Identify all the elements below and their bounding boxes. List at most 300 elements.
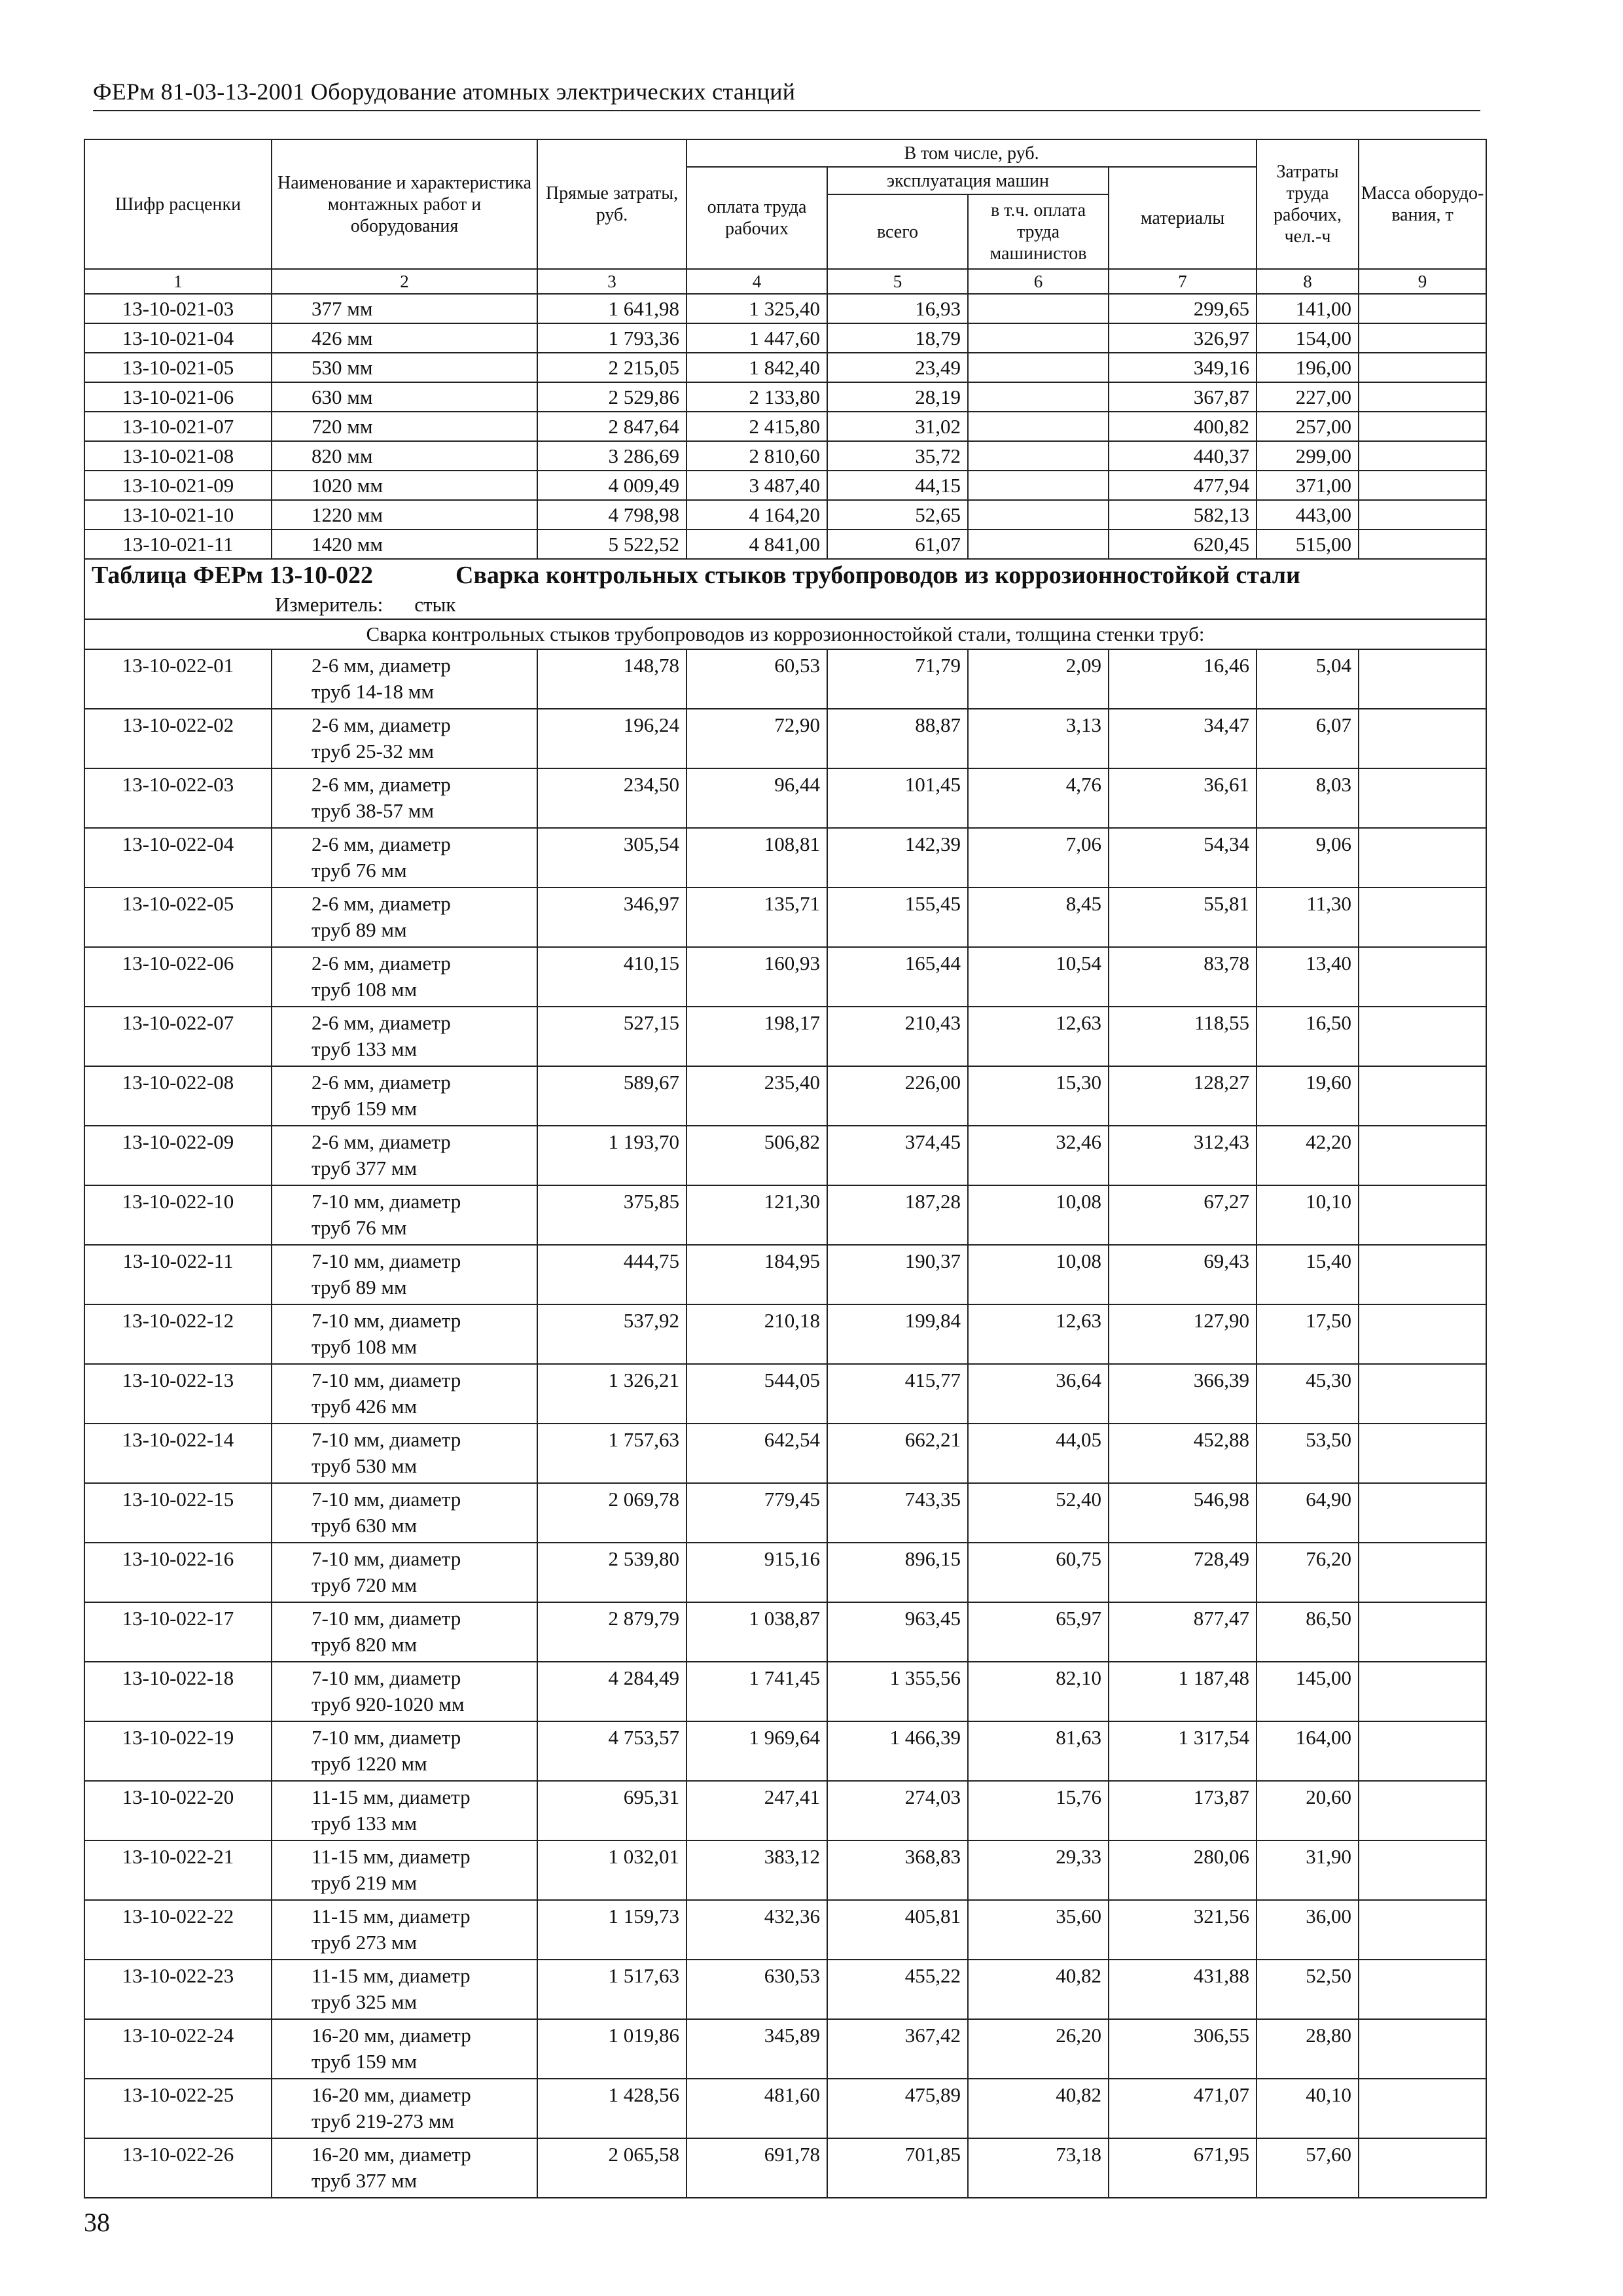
equipment-mass (1359, 2019, 1486, 2079)
table-row (84, 1781, 1486, 1840)
machines-total: 455,22 (827, 1960, 968, 2019)
equipment-mass (1359, 1900, 1486, 1960)
work-name (272, 828, 537, 888)
direct-cost: 1 326,21 (537, 1364, 687, 1424)
materials-cost: 299,65 (1109, 294, 1257, 323)
equipment-mass (1359, 294, 1486, 323)
col-name-header: Наименование и характеристика монтажных работ и оборудования (272, 139, 537, 269)
machines-total: 274,03 (827, 1781, 968, 1840)
direct-cost: 1 019,86 (537, 2019, 687, 2079)
col-number: 8 (1257, 269, 1359, 294)
rate-code: 13-10-022-18 (84, 1662, 272, 1721)
work-name-line: 11-15 мм, диаметр (312, 1785, 471, 1808)
equipment-mass (1359, 1960, 1486, 2019)
col-number: 3 (537, 269, 687, 294)
table-row (84, 1602, 1486, 1662)
work-name-line: труб 159 мм (312, 2050, 418, 2073)
work-name-line: труб 219 мм (312, 1871, 418, 1894)
labor-hours: 9,06 (1257, 828, 1359, 888)
work-name (272, 1781, 537, 1840)
table-row (84, 1185, 1486, 1245)
labor-hours: 196,00 (1257, 353, 1359, 382)
materials-cost: 440,37 (1109, 441, 1257, 471)
work-name (272, 1364, 537, 1424)
machinists-pay (968, 441, 1109, 471)
work-name-line: труб 920-1020 мм (312, 1693, 465, 1715)
labor-hours: 13,40 (1257, 947, 1359, 1007)
table-row (84, 1840, 1486, 1900)
machinists-pay: 60,75 (968, 1543, 1109, 1602)
work-name-line: 1220 мм (312, 503, 383, 526)
direct-cost: 589,67 (537, 1066, 687, 1126)
direct-cost: 5 522,52 (537, 529, 687, 559)
materials-cost: 280,06 (1109, 1840, 1257, 1900)
labor-pay: 121,30 (687, 1185, 827, 1245)
labor-hours: 19,60 (1257, 1066, 1359, 1126)
labor-pay: 4 841,00 (687, 529, 827, 559)
machinists-pay: 40,82 (968, 2079, 1109, 2138)
equipment-mass (1359, 947, 1486, 1007)
rate-code: 13-10-022-17 (84, 1602, 272, 1662)
work-name (272, 1602, 537, 1662)
rate-code: 13-10-021-04 (84, 323, 272, 353)
equipment-mass (1359, 412, 1486, 441)
equipment-mass (1359, 1066, 1486, 1126)
machinists-pay (968, 471, 1109, 500)
work-name-line: труб 377 мм (312, 1157, 418, 1179)
work-name-line: 1420 мм (312, 533, 383, 556)
materials-cost: 118,55 (1109, 1007, 1257, 1066)
labor-pay: 642,54 (687, 1424, 827, 1483)
table-row (84, 2079, 1486, 2138)
machines-total: 31,02 (827, 412, 968, 441)
machinists-pay: 15,30 (968, 1066, 1109, 1126)
rate-code: 13-10-021-11 (84, 529, 272, 559)
machinists-pay: 10,08 (968, 1245, 1109, 1304)
table-row (84, 1364, 1486, 1424)
labor-pay: 1 969,64 (687, 1721, 827, 1781)
col-machines-header: эксплуатация машин (827, 167, 1109, 194)
labor-pay: 198,17 (687, 1007, 827, 1066)
materials-cost: 477,94 (1109, 471, 1257, 500)
table-022-title: Сварка контрольных стыков трубопроводов из коррозионностойкой стали (455, 562, 1300, 589)
work-name-line: 11-15 мм, диаметр (312, 1905, 471, 1928)
work-name (272, 888, 537, 947)
page-number: 38 (84, 2208, 110, 2237)
machinists-pay: 2,09 (968, 649, 1109, 709)
work-name (272, 1185, 537, 1245)
direct-cost: 148,78 (537, 649, 687, 709)
table-022-label: Таблица ФЕРм 13-10-022 (92, 562, 373, 589)
materials-cost: 83,78 (1109, 947, 1257, 1007)
work-name (272, 1662, 537, 1721)
equipment-mass (1359, 828, 1486, 888)
materials-cost: 16,46 (1109, 649, 1257, 709)
work-name-line: труб 219-273 мм (312, 2109, 454, 2132)
equipment-mass (1359, 353, 1486, 382)
materials-cost: 312,43 (1109, 1126, 1257, 1185)
work-name (272, 1304, 537, 1364)
labor-pay: 108,81 (687, 828, 827, 888)
work-name-line: труб 76 мм (312, 859, 407, 882)
rate-code: 13-10-022-08 (84, 1066, 272, 1126)
work-name-line: 7-10 мм, диаметр (312, 1428, 461, 1451)
work-name-line: труб 108 мм (312, 978, 418, 1001)
work-name-line: труб 133 мм (312, 1037, 418, 1060)
direct-cost: 2 879,79 (537, 1602, 687, 1662)
machines-total: 1 355,56 (827, 1662, 968, 1721)
rate-code: 13-10-022-07 (84, 1007, 272, 1066)
direct-cost: 4 753,57 (537, 1721, 687, 1781)
col-number: 4 (687, 269, 827, 294)
machines-total: 187,28 (827, 1185, 968, 1245)
machinists-pay: 65,97 (968, 1602, 1109, 1662)
rate-code: 13-10-022-03 (84, 768, 272, 828)
direct-cost: 3 286,69 (537, 441, 687, 471)
work-name-line: труб 720 мм (312, 1573, 418, 1596)
direct-cost: 1 159,73 (537, 1900, 687, 1960)
labor-pay: 247,41 (687, 1781, 827, 1840)
work-name-line: 2-6 мм, диаметр (312, 833, 451, 855)
machinists-pay (968, 529, 1109, 559)
table-022-title-cell (84, 559, 1486, 591)
rate-code: 13-10-022-24 (84, 2019, 272, 2079)
labor-hours: 42,20 (1257, 1126, 1359, 1185)
rate-code: 13-10-022-14 (84, 1424, 272, 1483)
work-name-line: 16-20 мм, диаметр (312, 2083, 471, 2106)
table-row (84, 768, 1486, 828)
labor-pay: 160,93 (687, 947, 827, 1007)
work-name (272, 947, 537, 1007)
equipment-mass (1359, 2079, 1486, 2138)
table-row (84, 382, 1486, 412)
labor-pay: 345,89 (687, 2019, 827, 2079)
labor-pay: 506,82 (687, 1126, 827, 1185)
rate-code: 13-10-022-13 (84, 1364, 272, 1424)
col-number: 9 (1359, 269, 1486, 294)
equipment-mass (1359, 709, 1486, 768)
machinists-pay (968, 294, 1109, 323)
work-name-line: 7-10 мм, диаметр (312, 1607, 461, 1630)
table-row (84, 323, 1486, 353)
table-row (84, 1066, 1486, 1126)
work-name-line: труб 820 мм (312, 1633, 418, 1656)
direct-cost: 305,54 (537, 828, 687, 888)
table-021-body (84, 294, 1486, 559)
labor-hours: 20,60 (1257, 1781, 1359, 1840)
labor-hours: 164,00 (1257, 1721, 1359, 1781)
price-table (84, 139, 1487, 2198)
work-name-line: 11-15 мм, диаметр (312, 1964, 471, 1987)
table-row (84, 2138, 1486, 2198)
work-name-line: труб 14-18 мм (312, 680, 434, 703)
machinists-pay (968, 500, 1109, 529)
equipment-mass (1359, 1007, 1486, 1066)
materials-cost: 67,27 (1109, 1185, 1257, 1245)
machinists-pay: 29,33 (968, 1840, 1109, 1900)
table-row (84, 888, 1486, 947)
materials-cost: 127,90 (1109, 1304, 1257, 1364)
col-materials-header: материалы (1109, 167, 1257, 269)
work-name-line: 7-10 мм, диаметр (312, 1309, 461, 1332)
labor-pay: 235,40 (687, 1066, 827, 1126)
col-machinists-pay-header: в т.ч. оплата труда машинистов (968, 194, 1109, 269)
machines-total: 896,15 (827, 1543, 968, 1602)
meter-value: стык (414, 593, 456, 616)
work-name-line: 7-10 мм, диаметр (312, 1369, 461, 1391)
work-name (272, 649, 537, 709)
labor-hours: 64,90 (1257, 1483, 1359, 1543)
table-row (84, 649, 1486, 709)
table-row (84, 1245, 1486, 1304)
table-row (84, 1126, 1486, 1185)
table-row (84, 294, 1486, 323)
labor-pay: 383,12 (687, 1840, 827, 1900)
col-direct-header: Прямые затраты, руб. (537, 139, 687, 269)
machinists-pay: 73,18 (968, 2138, 1109, 2198)
equipment-mass (1359, 768, 1486, 828)
labor-hours: 11,30 (1257, 888, 1359, 947)
machines-total: 190,37 (827, 1245, 968, 1304)
machines-total: 374,45 (827, 1126, 968, 1185)
table-row (84, 1304, 1486, 1364)
machines-total: 368,83 (827, 1840, 968, 1900)
work-name-line: труб 377 мм (312, 2169, 418, 2192)
work-name-line: 2-6 мм, диаметр (312, 773, 451, 796)
work-name-line: 426 мм (312, 327, 373, 350)
work-name (272, 471, 537, 500)
direct-cost: 1 428,56 (537, 2079, 687, 2138)
col-number: 5 (827, 269, 968, 294)
machines-total: 415,77 (827, 1364, 968, 1424)
table-row (84, 500, 1486, 529)
labor-pay: 544,05 (687, 1364, 827, 1424)
materials-cost: 55,81 (1109, 888, 1257, 947)
rate-code: 13-10-022-05 (84, 888, 272, 947)
materials-cost: 1 187,48 (1109, 1662, 1257, 1721)
work-name-line: 11-15 мм, диаметр (312, 1845, 471, 1868)
table-row (84, 1662, 1486, 1721)
machines-total: 199,84 (827, 1304, 968, 1364)
rate-code: 13-10-022-20 (84, 1781, 272, 1840)
machinists-pay: 81,63 (968, 1721, 1109, 1781)
equipment-mass (1359, 1364, 1486, 1424)
work-name (272, 1424, 537, 1483)
machines-total: 44,15 (827, 471, 968, 500)
equipment-mass (1359, 888, 1486, 947)
labor-hours: 227,00 (1257, 382, 1359, 412)
labor-pay: 630,53 (687, 1960, 827, 2019)
work-name-line: труб 273 мм (312, 1931, 418, 1954)
work-name-line: 16-20 мм, диаметр (312, 2143, 471, 2166)
labor-hours: 28,80 (1257, 2019, 1359, 2079)
labor-hours: 17,50 (1257, 1304, 1359, 1364)
materials-cost: 349,16 (1109, 353, 1257, 382)
labor-pay: 481,60 (687, 2079, 827, 2138)
labor-hours: 371,00 (1257, 471, 1359, 500)
equipment-mass (1359, 1126, 1486, 1185)
work-name (272, 1960, 537, 2019)
labor-hours: 6,07 (1257, 709, 1359, 768)
rate-code: 13-10-021-05 (84, 353, 272, 382)
labor-hours: 36,00 (1257, 1900, 1359, 1960)
labor-hours: 443,00 (1257, 500, 1359, 529)
direct-cost: 2 529,86 (537, 382, 687, 412)
machines-total: 226,00 (827, 1066, 968, 1126)
work-name-line: труб 38-57 мм (312, 799, 434, 822)
machinists-pay: 7,06 (968, 828, 1109, 888)
direct-cost: 2 065,58 (537, 2138, 687, 2198)
machines-total: 1 466,39 (827, 1721, 968, 1781)
table-row (84, 1483, 1486, 1543)
equipment-mass (1359, 441, 1486, 471)
work-name (272, 353, 537, 382)
table-row (84, 1007, 1486, 1066)
work-name-line: 16-20 мм, диаметр (312, 2024, 471, 2047)
machinists-pay: 82,10 (968, 1662, 1109, 1721)
labor-hours: 15,40 (1257, 1245, 1359, 1304)
col-number: 7 (1109, 269, 1257, 294)
table-row (84, 353, 1486, 382)
labor-hours: 141,00 (1257, 294, 1359, 323)
labor-pay: 4 164,20 (687, 500, 827, 529)
table-row (84, 1721, 1486, 1781)
machines-total: 61,07 (827, 529, 968, 559)
labor-pay: 691,78 (687, 2138, 827, 2198)
rate-code: 13-10-022-16 (84, 1543, 272, 1602)
rate-code: 13-10-022-01 (84, 649, 272, 709)
labor-pay: 3 487,40 (687, 471, 827, 500)
rate-code: 13-10-021-08 (84, 441, 272, 471)
table-header (84, 139, 1486, 294)
equipment-mass (1359, 2138, 1486, 2198)
work-name (272, 1721, 537, 1781)
price-table-wrapper (84, 139, 1486, 2198)
labor-pay: 915,16 (687, 1543, 827, 1602)
labor-hours: 154,00 (1257, 323, 1359, 353)
machinists-pay: 3,13 (968, 709, 1109, 768)
rate-code: 13-10-022-10 (84, 1185, 272, 1245)
labor-pay: 1 741,45 (687, 1662, 827, 1721)
labor-hours: 31,90 (1257, 1840, 1359, 1900)
rate-code: 13-10-022-11 (84, 1245, 272, 1304)
work-name-line: труб 133 мм (312, 1812, 418, 1835)
work-name (272, 768, 537, 828)
work-name-line: 2-6 мм, диаметр (312, 952, 451, 975)
work-name-line: 630 мм (312, 386, 373, 408)
rate-code: 13-10-021-06 (84, 382, 272, 412)
work-name-line: 530 мм (312, 356, 373, 379)
work-name (272, 382, 537, 412)
direct-cost: 1 193,70 (537, 1126, 687, 1185)
work-name (272, 1900, 537, 1960)
work-name-line: труб 630 мм (312, 1514, 418, 1537)
direct-cost: 196,24 (537, 709, 687, 768)
rate-code: 13-10-022-23 (84, 1960, 272, 2019)
direct-cost: 375,85 (537, 1185, 687, 1245)
table-row (84, 2019, 1486, 2079)
work-name-line: 377 мм (312, 297, 373, 320)
materials-cost: 400,82 (1109, 412, 1257, 441)
labor-pay: 210,18 (687, 1304, 827, 1364)
labor-pay: 2 415,80 (687, 412, 827, 441)
work-name-line: 2-6 мм, диаметр (312, 654, 451, 677)
work-name-line: 7-10 мм, диаметр (312, 1488, 461, 1511)
labor-pay: 432,36 (687, 1900, 827, 1960)
machines-total: 35,72 (827, 441, 968, 471)
direct-cost: 2 069,78 (537, 1483, 687, 1543)
machines-total: 88,87 (827, 709, 968, 768)
machinists-pay: 44,05 (968, 1424, 1109, 1483)
machines-total: 23,49 (827, 353, 968, 382)
machines-total: 18,79 (827, 323, 968, 353)
equipment-mass (1359, 500, 1486, 529)
equipment-mass (1359, 1483, 1486, 1543)
equipment-mass (1359, 529, 1486, 559)
labor-hours: 515,00 (1257, 529, 1359, 559)
machines-total: 52,65 (827, 500, 968, 529)
labor-hours: 86,50 (1257, 1602, 1359, 1662)
col-labor-pay-header: оплата труда рабочих (687, 167, 827, 269)
machinists-pay: 52,40 (968, 1483, 1109, 1543)
work-name (272, 441, 537, 471)
meter-label: Измеритель: (275, 593, 383, 616)
rate-code: 13-10-022-06 (84, 947, 272, 1007)
table-row (84, 441, 1486, 471)
work-name (272, 2079, 537, 2138)
work-name-line: труб 76 мм (312, 1216, 407, 1239)
machinists-pay (968, 323, 1109, 353)
materials-cost: 367,87 (1109, 382, 1257, 412)
machinists-pay (968, 412, 1109, 441)
machinists-pay: 15,76 (968, 1781, 1109, 1840)
direct-cost: 4 009,49 (537, 471, 687, 500)
direct-cost: 695,31 (537, 1781, 687, 1840)
equipment-mass (1359, 1543, 1486, 1602)
machines-total: 71,79 (827, 649, 968, 709)
machinists-pay (968, 382, 1109, 412)
labor-hours: 52,50 (1257, 1960, 1359, 2019)
col-including-header: В том числе, руб. (687, 139, 1257, 167)
rate-code: 13-10-022-26 (84, 2138, 272, 2198)
work-name-line: 7-10 мм, диаметр (312, 1249, 461, 1272)
work-name (272, 1066, 537, 1126)
rate-code: 13-10-022-22 (84, 1900, 272, 1960)
work-name-line: труб 108 мм (312, 1335, 418, 1358)
direct-cost: 2 539,80 (537, 1543, 687, 1602)
col-machines-total-header: всего (827, 194, 968, 269)
work-name-line: труб 89 мм (312, 1276, 407, 1299)
materials-cost: 326,97 (1109, 323, 1257, 353)
work-name (272, 323, 537, 353)
work-name-line: 2-6 мм, диаметр (312, 713, 451, 736)
work-name-line: 2-6 мм, диаметр (312, 892, 451, 915)
col-number: 6 (968, 269, 1109, 294)
labor-hours: 76,20 (1257, 1543, 1359, 1602)
work-name (272, 1840, 537, 1900)
labor-hours: 145,00 (1257, 1662, 1359, 1721)
machines-total: 155,45 (827, 888, 968, 947)
labor-pay: 1 038,87 (687, 1602, 827, 1662)
work-name-line: труб 25-32 мм (312, 740, 434, 762)
materials-cost: 306,55 (1109, 2019, 1257, 2079)
machines-total: 16,93 (827, 294, 968, 323)
work-name (272, 500, 537, 529)
col-number: 2 (272, 269, 537, 294)
rate-code: 13-10-022-12 (84, 1304, 272, 1364)
direct-cost: 234,50 (537, 768, 687, 828)
materials-cost: 431,88 (1109, 1960, 1257, 2019)
